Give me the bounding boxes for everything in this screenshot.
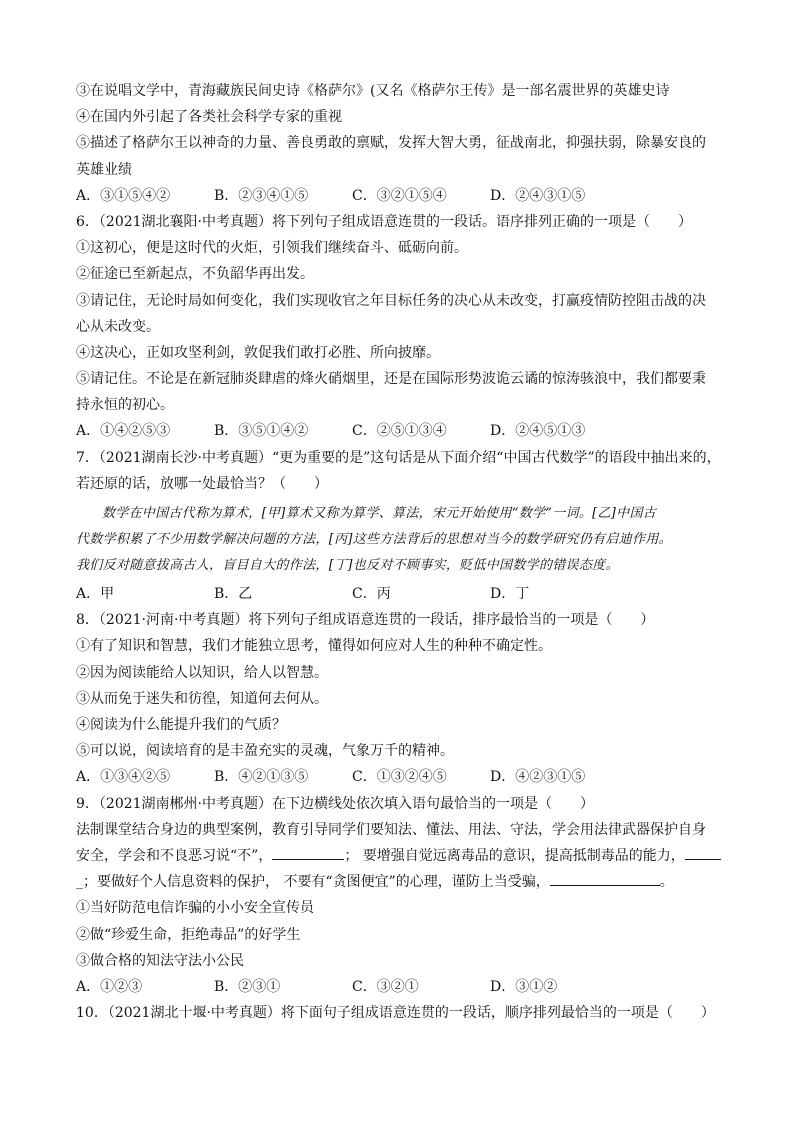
q9-text-2b: ； 要增强自觉远离毒品的意识，提高抵制毒品的能力， <box>344 847 685 864</box>
fill-blank-3[interactable] <box>550 869 660 886</box>
q8-sentence-1: ①有了知识和智慧，我们才能独立思考，懂得如何应对人生的种种不确定性。 <box>76 638 552 655</box>
option-b[interactable]: B．③⑤①④② <box>214 423 309 440</box>
option-c[interactable]: C．③②① <box>352 978 419 995</box>
q7-passage-line-3: 我们反对随意拔高古人，盲目自大的作法，[丁]也反对不顾事实，贬低中国数学的错误态度。 <box>76 558 619 574</box>
q9-text-3a: _；要做好个人信息资料的保护， 不要有“贪图便宜”的心理，谨防上当受骗， <box>76 874 550 891</box>
q8-sentence-5: ⑤可以说，阅读培育的是丰盈充实的灵魂，气象万千的精神。 <box>76 743 454 760</box>
q5-line-4: ④在国内外引起了各类社会科学专家的重视 <box>76 109 342 126</box>
q8-sentence-4: ④阅读为什么能提升我们的气质？ <box>76 717 286 733</box>
fill-blank-1[interactable] <box>272 843 344 860</box>
question-7-heading-cont: 若还原的话，放哪一处最恰当？（ ） <box>76 475 328 492</box>
q5-line-5: ⑤描述了格萨尔王以神奇的力量、善良勇敢的禀赋，发挥大智大勇，征战南北，抑强扶弱，除暴安良的 <box>76 135 706 152</box>
q7-passage-line-1: 数学在中国古代称为算术，[甲]算术又称为算学、算法，宋元开始使用“数学”一词。[乙]中国古 <box>102 506 657 522</box>
q5-options <box>76 183 726 209</box>
q5-line-5-cont: 英雄业绩 <box>76 161 132 178</box>
option-c[interactable]: C．③②①⑤④ <box>352 187 447 204</box>
q9-text-2a: 安全，学会和不良恶习说“不”， <box>76 847 273 864</box>
question-8-heading: 8．（2021·河南·中考真题）将下列句子组成语意连贯的一段话，排序最恰当的一项是（ ） <box>76 612 655 629</box>
question-6-heading: 6．（2021湖北襄阳·中考真题）将下列句子组成语意连贯的一段话。语序排列正确的一项是（ ） <box>76 213 692 230</box>
option-d[interactable]: D．③①② <box>490 978 558 995</box>
q9-text-3b: 。 <box>659 874 674 891</box>
option-a[interactable]: A．①③④②⑤ <box>76 769 171 786</box>
option-b[interactable]: B．乙 <box>214 586 253 603</box>
option-b[interactable]: B．②③④①⑤ <box>214 187 309 204</box>
option-c[interactable]: C．丙 <box>352 586 391 603</box>
question-9-heading: 9．（2021湖南郴州·中考真题）在下边横线处依次填入语句最恰当的一项是（ ） <box>76 795 594 812</box>
q9-choice-2: ②做“珍爱生命，拒绝毒品”的好学生 <box>76 926 301 943</box>
q9-text-line-1: 法制课堂结合身边的典型案例，教育引导同学们要知法、懂法、用法、守法，学会用法律武器保护自身 <box>76 821 706 838</box>
option-d[interactable]: D．②④③①⑤ <box>490 187 586 204</box>
option-c[interactable]: C．②⑤①③④ <box>352 423 447 440</box>
option-d[interactable]: D．④②③①⑤ <box>490 769 586 786</box>
q7-passage-line-2: 代数学积累了不少用数学解决问题的方法，[丙]这些方法背后的思想对当今的数学研究仍有启迪作用。 <box>76 532 672 548</box>
option-a[interactable]: A．甲 <box>76 586 115 603</box>
q6-sentence-5: ⑤请记住。不论是在新冠肺炎肆虐的烽火硝烟里，还是在国际形势波诡云谲的惊涛骇浪中，我们都要秉 <box>76 371 706 388</box>
q8-options <box>76 764 726 790</box>
q9-choice-3: ③做合格的知法守法小公民 <box>76 952 244 969</box>
q6-sentence-5-cont: 持永恒的初心。 <box>76 397 174 414</box>
fill-blank-2[interactable] <box>685 843 721 860</box>
q8-sentence-3: ③从而免于迷失和彷徨，知道何去何从。 <box>76 690 328 707</box>
option-d[interactable]: D．丁 <box>490 586 530 603</box>
q9-choice-1: ①当好防范电信诈骗的小小安全宣传员 <box>76 900 314 917</box>
q6-sentence-4: ④这决心，正如攻坚利剑，敦促我们敢打必胜、所向披靡。 <box>76 344 440 361</box>
option-a[interactable]: A．①②③ <box>76 978 143 995</box>
document-page <box>76 78 726 1026</box>
option-d[interactable]: D．②④⑤①③ <box>490 423 586 440</box>
option-b[interactable]: B．②③① <box>214 978 281 995</box>
q6-sentence-1: ①这初心，便是这时代的火炬，引领我们继续奋斗、砥砺向前。 <box>76 240 468 257</box>
option-a[interactable]: A．③①⑤④② <box>76 187 171 204</box>
q8-sentence-2: ②因为阅读能给人以知识，给人以智慧。 <box>76 664 328 681</box>
q7-passage <box>76 501 726 579</box>
q6-options <box>76 418 726 444</box>
q9-options <box>76 974 726 1000</box>
option-a[interactable]: A．①④②⑤③ <box>76 423 171 440</box>
q5-line-3: ③在说唱文学中，青海藏族民间史诗《格萨尔》(又名《格萨尔王传》是一部名震世界的英雄史诗 <box>76 83 670 99</box>
q6-sentence-3: ③请记住，无论时局如何变化，我们实现收官之年目标任务的决心从未改变，打赢疫情防控阻击战的决 <box>76 292 706 309</box>
option-c[interactable]: C．①③②④⑤ <box>352 769 447 786</box>
option-b[interactable]: B．④②①③⑤ <box>214 769 309 786</box>
q9-text-line-2 <box>76 843 726 869</box>
question-7-heading: 7．（2021湖南长沙·中考真题）“更为重要的是”这句话是从下面介绍“中国古代数学”的语段中抽出来的， <box>76 449 721 466</box>
q6-sentence-2: ②征途已至新起点，不负韶华再出发。 <box>76 266 314 283</box>
q9-text-line-3 <box>76 869 726 895</box>
question-10-heading: 10．（2021湖北十堰·中考真题）将下面句子组成语意连贯的一段话，顺序排列最恰当的一项是（ ） <box>76 1005 715 1022</box>
q7-options <box>76 581 726 607</box>
q6-sentence-3-cont: 心从未改变。 <box>76 318 160 335</box>
